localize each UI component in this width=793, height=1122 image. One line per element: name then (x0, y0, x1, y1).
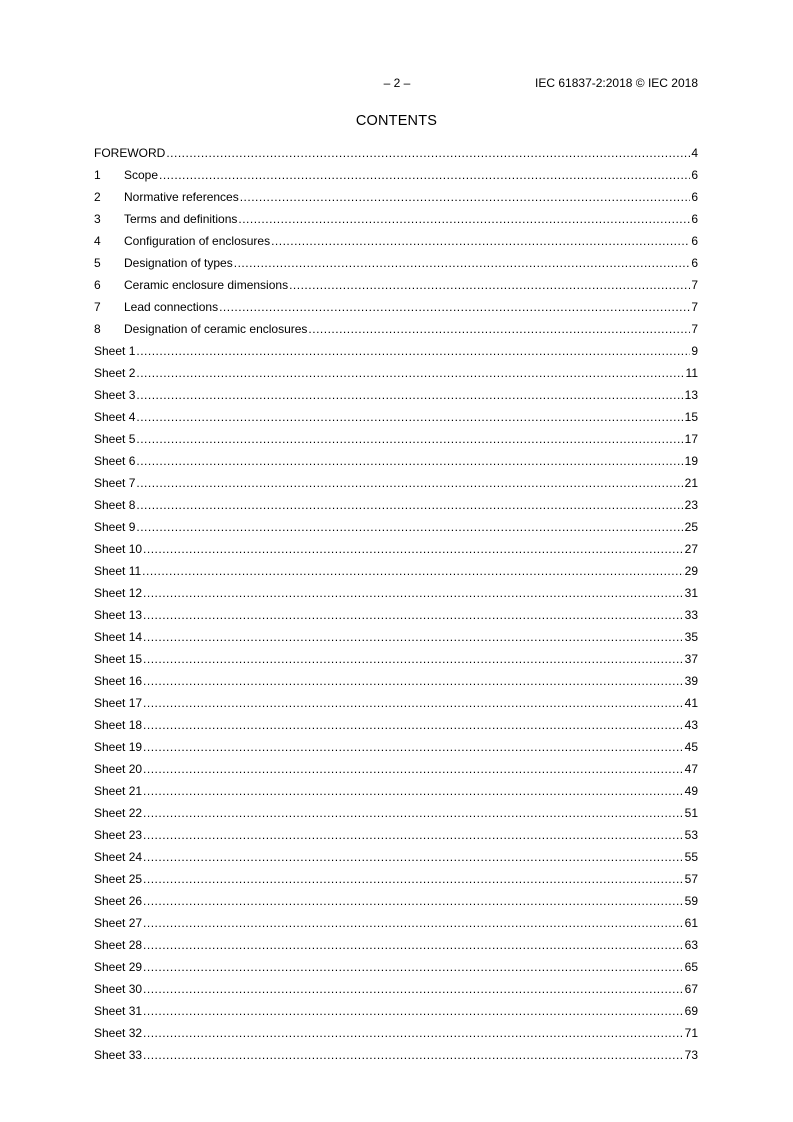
toc-entry-page: 23 (684, 498, 698, 512)
toc-entry-title: Sheet 32 (94, 1026, 143, 1040)
toc-entry-title: Lead connections (124, 300, 219, 314)
toc-entry-page: 21 (684, 476, 698, 490)
toc-dot-leader (143, 606, 684, 624)
toc-entry-title: Sheet 28 (94, 938, 143, 952)
toc-entry[interactable] (94, 210, 698, 232)
toc-entry[interactable] (94, 650, 698, 672)
toc-entry-number: 1 (94, 168, 101, 182)
toc-entry[interactable] (94, 1002, 698, 1024)
toc-entry-number: 2 (94, 190, 101, 204)
toc-entry-title: Sheet 14 (94, 630, 143, 644)
toc-entry-title: Sheet 5 (94, 432, 136, 446)
toc-dot-leader (143, 1024, 684, 1042)
toc-entry-title: Sheet 23 (94, 828, 143, 842)
toc-entry[interactable] (94, 144, 698, 166)
toc-dot-leader (136, 430, 683, 448)
toc-entry-page: 7 (691, 322, 698, 336)
toc-dot-leader (143, 650, 684, 668)
toc-entry-page: 37 (684, 652, 698, 666)
toc-dot-leader (143, 716, 684, 734)
toc-entry-page: 13 (684, 388, 698, 402)
toc-entry-title: Configuration of enclosures (124, 234, 271, 248)
toc-entry-title: Sheet 20 (94, 762, 143, 776)
toc-entry[interactable] (94, 584, 698, 606)
toc-dot-leader (143, 980, 684, 998)
toc-entry-page: 49 (684, 784, 698, 798)
toc-dot-leader (143, 628, 684, 646)
toc-entry-page: 47 (684, 762, 698, 776)
toc-entry-page: 9 (691, 344, 698, 358)
toc-entry[interactable] (94, 386, 698, 408)
toc-entry[interactable] (94, 232, 698, 254)
toc-dot-leader (143, 848, 684, 866)
toc-entry-page: 55 (684, 850, 698, 864)
toc-entry[interactable] (94, 430, 698, 452)
toc-dot-leader (143, 738, 684, 756)
toc-dot-leader (143, 804, 684, 822)
toc-entry-page: 67 (684, 982, 698, 996)
toc-entry-page: 31 (684, 586, 698, 600)
toc-entry[interactable] (94, 870, 698, 892)
toc-dot-leader (159, 166, 690, 184)
toc-dot-leader (238, 210, 690, 228)
toc-dot-leader (234, 254, 691, 272)
toc-entry-title: Sheet 27 (94, 916, 143, 930)
toc-dot-leader (143, 782, 684, 800)
toc-dot-leader (143, 914, 684, 932)
toc-entry[interactable] (94, 540, 698, 562)
toc-dot-leader (136, 342, 690, 360)
toc-entry[interactable] (94, 320, 698, 342)
toc-entry[interactable] (94, 298, 698, 320)
toc-entry-title: Sheet 30 (94, 982, 143, 996)
toc-entry-title: Sheet 8 (94, 498, 136, 512)
toc-entry-title: Sheet 15 (94, 652, 143, 666)
toc-entry-page: 7 (691, 300, 698, 314)
toc-entry-number: 8 (94, 322, 101, 336)
toc-dot-leader (143, 958, 684, 976)
toc-entry[interactable] (94, 672, 698, 694)
toc-entry[interactable] (94, 166, 698, 188)
page-header (0, 76, 793, 92)
toc-entry-page: 27 (684, 542, 698, 556)
toc-entry-number: 3 (94, 212, 101, 226)
standard-reference: IEC 61837-2:2018 © IEC 2018 (535, 76, 698, 90)
toc-entry[interactable] (94, 628, 698, 650)
toc-entry-number: 6 (94, 278, 101, 292)
toc-dot-leader (136, 496, 683, 514)
toc-entry-page: 45 (684, 740, 698, 754)
toc-dot-leader (136, 408, 683, 426)
toc-entry-title: Sheet 24 (94, 850, 143, 864)
toc-entry-title: Sheet 1 (94, 344, 136, 358)
toc-dot-leader (136, 474, 683, 492)
toc-entry-page: 29 (684, 564, 698, 578)
toc-entry-page: 41 (684, 696, 698, 710)
toc-entry-page: 69 (684, 1004, 698, 1018)
toc-entry[interactable] (94, 452, 698, 474)
toc-dot-leader (289, 276, 690, 294)
toc-entry-title: Sheet 11 (94, 564, 142, 578)
toc-entry[interactable] (94, 782, 698, 804)
toc-dot-leader (143, 540, 684, 558)
toc-entry-page: 15 (684, 410, 698, 424)
toc-dot-leader (271, 232, 690, 250)
toc-entry-page: 65 (684, 960, 698, 974)
toc-entry-title: Sheet 33 (94, 1048, 143, 1062)
toc-dot-leader (143, 584, 684, 602)
toc-entry-title: Sheet 17 (94, 696, 143, 710)
toc-dot-leader (143, 1046, 684, 1064)
toc-entry-title: FOREWORD (94, 146, 166, 160)
toc-entry[interactable] (94, 804, 698, 826)
toc-dot-leader (143, 892, 684, 910)
toc-entry-page: 53 (684, 828, 698, 842)
toc-entry[interactable] (94, 364, 698, 386)
toc-entry-page: 11 (685, 366, 698, 380)
toc-dot-leader (143, 870, 684, 888)
toc-entry-title: Sheet 18 (94, 718, 143, 732)
toc-dot-leader (143, 694, 684, 712)
toc-entry-title: Sheet 12 (94, 586, 143, 600)
toc-dot-leader (136, 518, 683, 536)
toc-entry[interactable] (94, 980, 698, 1002)
toc-entry[interactable] (94, 496, 698, 518)
toc-dot-leader (219, 298, 690, 316)
toc-entry-title: Sheet 6 (94, 454, 136, 468)
contents-title: CONTENTS (355, 113, 438, 129)
toc-dot-leader (308, 320, 690, 338)
toc-dot-leader (143, 672, 684, 690)
toc-entry[interactable] (94, 716, 698, 738)
toc-entry-number: 5 (94, 256, 101, 270)
toc-dot-leader (142, 562, 683, 580)
toc-entry[interactable] (94, 474, 698, 496)
toc-entry-title: Sheet 22 (94, 806, 143, 820)
toc-entry-page: 43 (684, 718, 698, 732)
toc-entry-title: Sheet 4 (94, 410, 136, 424)
toc-entry-title: Sheet 13 (94, 608, 143, 622)
toc-entry-page: 6 (691, 256, 698, 270)
toc-dot-leader (240, 188, 691, 206)
toc-entry-title: Sheet 3 (94, 388, 136, 402)
toc-entry-page: 19 (684, 454, 698, 468)
toc-entry[interactable] (94, 562, 698, 584)
toc-entry-title: Normative references (124, 190, 239, 204)
toc-entry[interactable] (94, 342, 698, 364)
toc-entry-title: Designation of ceramic enclosures (124, 322, 308, 336)
toc-dot-leader (136, 386, 683, 404)
page-number: – 2 – (383, 76, 411, 90)
toc-entry-title: Sheet 21 (94, 784, 143, 798)
toc-entry[interactable] (94, 760, 698, 782)
toc-entry-page: 73 (684, 1048, 698, 1062)
toc-entry-page: 33 (684, 608, 698, 622)
toc-entry-title: Sheet 16 (94, 674, 143, 688)
toc-entry[interactable] (94, 518, 698, 540)
toc-entry[interactable] (94, 408, 698, 430)
toc-entry-title: Sheet 26 (94, 894, 143, 908)
toc-entry[interactable] (94, 694, 698, 716)
toc-entry[interactable] (94, 1046, 698, 1068)
toc-entry[interactable] (94, 188, 698, 210)
toc-entry[interactable] (94, 958, 698, 980)
toc-entry-page: 35 (684, 630, 698, 644)
toc-dot-leader (136, 452, 683, 470)
toc-entry[interactable] (94, 848, 698, 870)
toc-entry-page: 39 (684, 674, 698, 688)
toc-entry-page: 51 (684, 806, 698, 820)
toc-entry[interactable] (94, 914, 698, 936)
toc-entry-title: Sheet 9 (94, 520, 136, 534)
toc-entry-page: 6 (691, 190, 698, 204)
toc-dot-leader (143, 1002, 684, 1020)
toc-entry-title: Scope (124, 168, 159, 182)
toc-entry[interactable] (94, 606, 698, 628)
toc-entry-number: 4 (94, 234, 101, 248)
toc-entry-title: Sheet 29 (94, 960, 143, 974)
toc-entry[interactable] (94, 276, 698, 298)
toc-entry-page: 59 (684, 894, 698, 908)
toc-entry-title: Sheet 25 (94, 872, 143, 886)
toc-dot-leader (166, 144, 690, 162)
table-of-contents (94, 144, 698, 1068)
toc-entry[interactable] (94, 936, 698, 958)
toc-entry-title: Sheet 31 (94, 1004, 143, 1018)
toc-entry[interactable] (94, 254, 698, 276)
toc-entry-title: Ceramic enclosure dimensions (124, 278, 289, 292)
toc-dot-leader (143, 760, 684, 778)
toc-entry[interactable] (94, 1024, 698, 1046)
toc-entry-page: 63 (684, 938, 698, 952)
toc-entry[interactable] (94, 826, 698, 848)
toc-dot-leader (143, 936, 684, 954)
toc-entry-page: 25 (684, 520, 698, 534)
toc-entry-page: 7 (691, 278, 698, 292)
toc-entry-page: 6 (691, 168, 698, 182)
toc-entry[interactable] (94, 892, 698, 914)
toc-entry-title: Terms and definitions (124, 212, 238, 226)
toc-entry-page: 6 (691, 234, 698, 248)
toc-entry-page: 6 (691, 212, 698, 226)
toc-entry-title: Sheet 7 (94, 476, 136, 490)
toc-entry-title: Sheet 19 (94, 740, 143, 754)
toc-entry-page: 17 (684, 432, 698, 446)
toc-entry-number: 7 (94, 300, 101, 314)
toc-entry-page: 57 (684, 872, 698, 886)
toc-entry-title: Sheet 10 (94, 542, 143, 556)
toc-dot-leader (136, 364, 684, 382)
toc-entry[interactable] (94, 738, 698, 760)
toc-entry-page: 71 (684, 1026, 698, 1040)
toc-dot-leader (143, 826, 684, 844)
toc-entry-title: Designation of types (124, 256, 233, 270)
toc-entry-title: Sheet 2 (94, 366, 136, 380)
toc-entry-page: 4 (691, 146, 698, 160)
toc-entry-page: 61 (684, 916, 698, 930)
